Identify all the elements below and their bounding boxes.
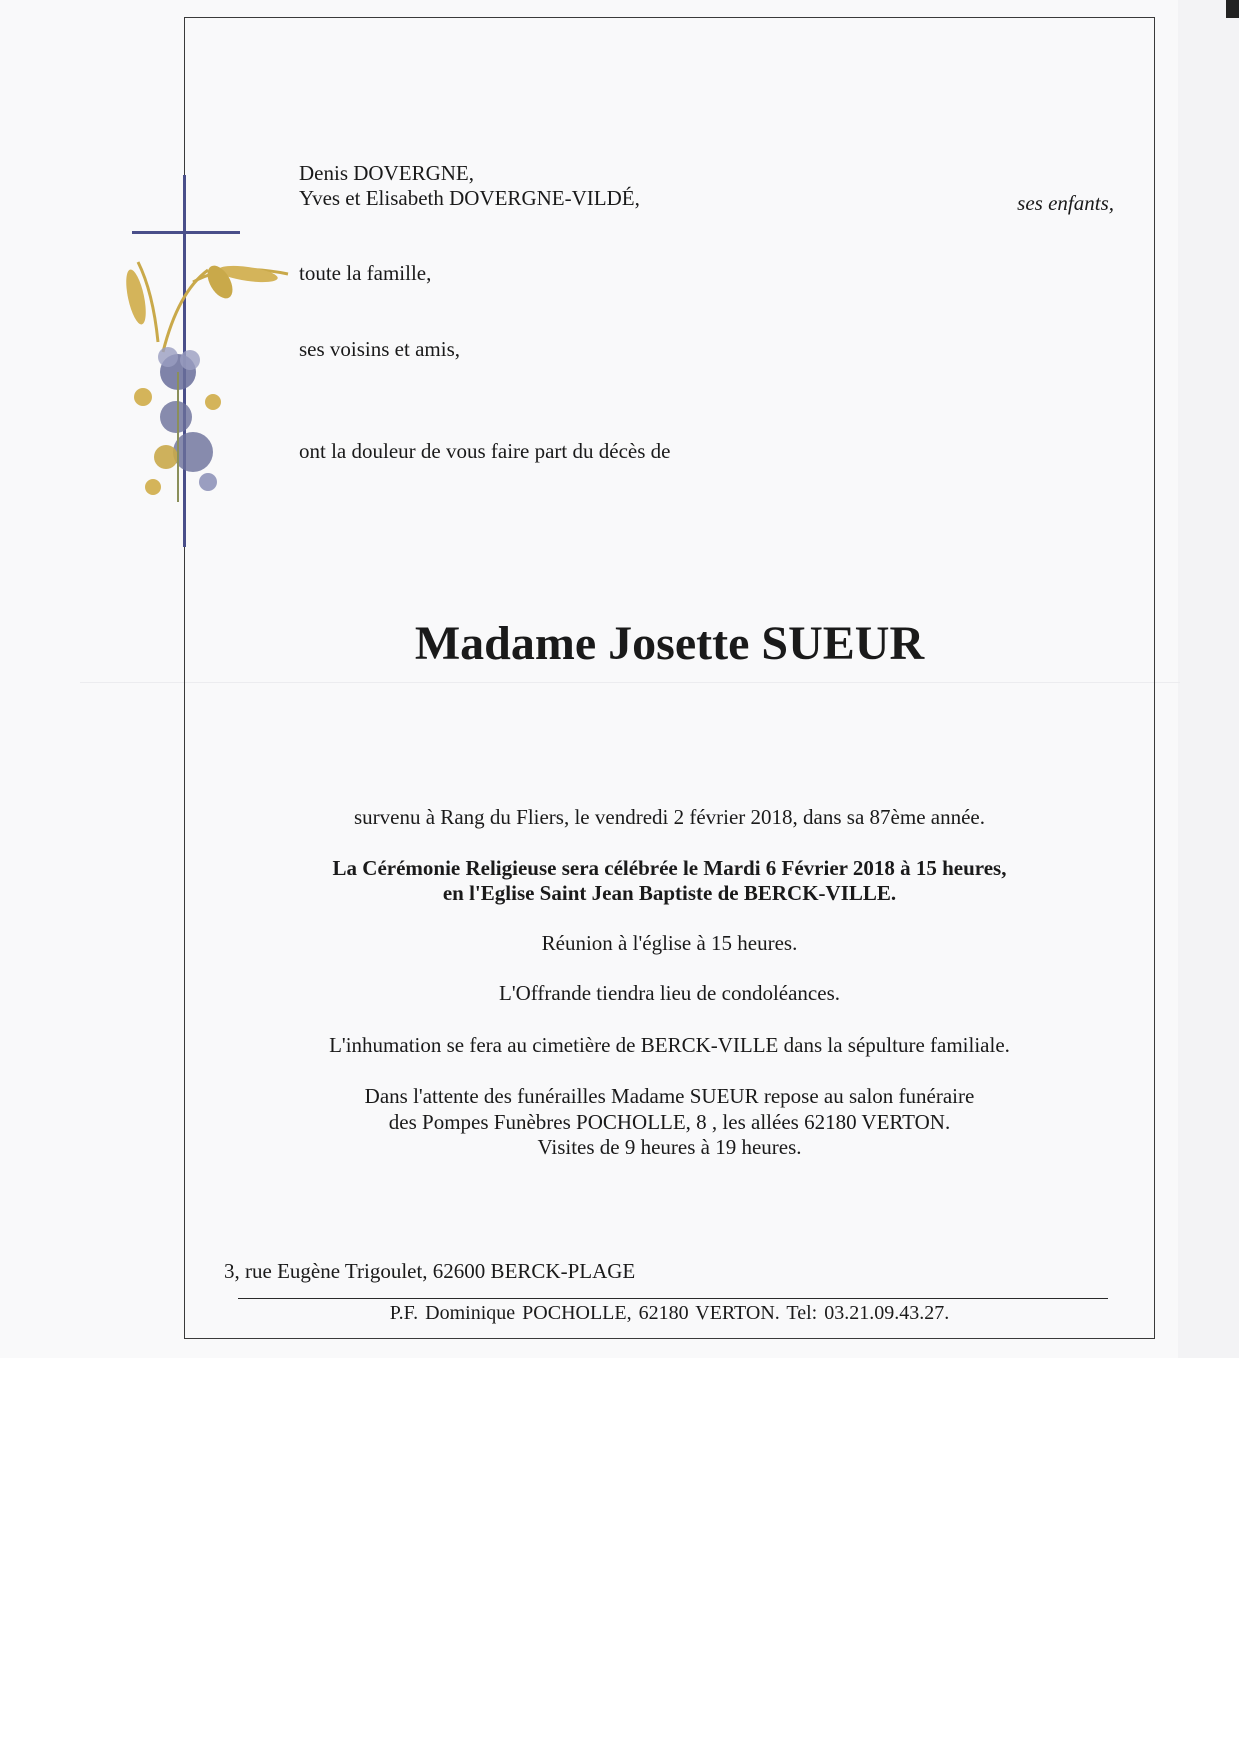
- rest-line-3: Visites de 9 heures à 19 heures.: [537, 1135, 802, 1159]
- offering-note: L'Offrande tiendra lieu de condoléances.: [499, 981, 840, 1005]
- family-address: 3, rue Eugène Trigoulet, 62600 BERCK-PLAGE: [224, 1259, 636, 1283]
- burial-note: L'inhumation se fera au cimetière de BERCK-VILLE dans la sépulture familiale.: [329, 1033, 1010, 1057]
- death-details: survenu à Rang du Fliers, le vendredi 2 février 2018, dans sa 87ème année.: [354, 805, 985, 829]
- cross-bar: [132, 231, 240, 234]
- footer-divider: [238, 1298, 1108, 1299]
- family-line-1: Denis DOVERGNE,: [299, 161, 474, 185]
- ceremony-line-1: La Cérémonie Religieuse sera célébrée le Mardi 6 Février 2018 à 15 heures,: [332, 856, 1007, 880]
- rest-line-2: des Pompes Funèbres POCHOLLE, 8 , les allées 62180 VERTON.: [388, 1110, 951, 1134]
- ceremony-line-2: en l'Eglise Saint Jean Baptiste de BERCK-VILLE.: [442, 881, 897, 905]
- sorrow-line: ont la douleur de vous faire part du décès de: [299, 439, 671, 463]
- deceased-name: Madame Josette SUEUR: [414, 617, 925, 670]
- scan-corner-mark: [1226, 0, 1239, 18]
- meeting-time: Réunion à l'église à 15 heures.: [541, 931, 798, 955]
- wheat-flower-icon: [108, 252, 298, 512]
- relation-label: ses enfants,: [1017, 191, 1114, 215]
- family-all: toute la famille,: [299, 261, 432, 285]
- rest-line-1: Dans l'attente des funérailles Madame SUEUR repose au salon funéraire: [364, 1084, 975, 1108]
- family-line-2: Yves et Elisabeth DOVERGNE-VILDÉ,: [299, 186, 640, 210]
- neighbors-friends: ses voisins et amis,: [299, 337, 460, 361]
- funeral-home-footer: P.F. Dominique POCHOLLE, 62180 VERTON. Tel: 03.21.09.43.27.: [389, 1302, 950, 1324]
- scan-edge: [1178, 0, 1239, 1358]
